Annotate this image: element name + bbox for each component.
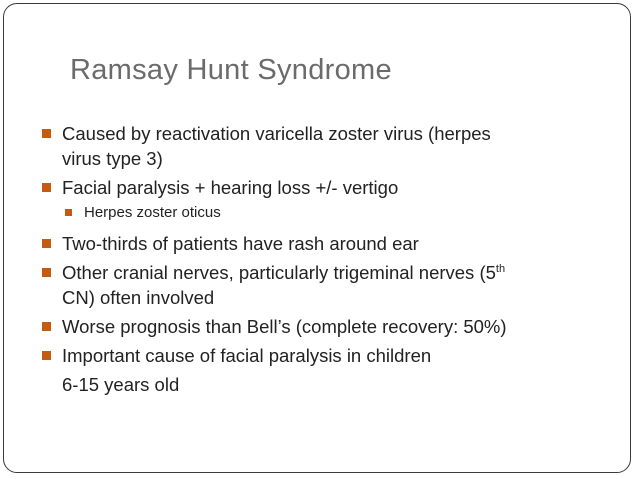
bullet-item: Caused by reactivation varicella zoster virus (herpes virus type 3) (40, 121, 610, 171)
bullet-marker (42, 268, 51, 277)
bullet-marker (42, 351, 51, 360)
bullet-marker (42, 322, 51, 331)
bullet-list (40, 121, 610, 397)
bullet-marker (42, 129, 51, 138)
bullet-item: Worse prognosis than Bell’s (complete recovery: 50%) (40, 314, 610, 339)
bullet-marker (65, 209, 72, 216)
bullet-marker (42, 239, 51, 248)
sub-bullet-item: Herpes zoster oticus (40, 203, 610, 223)
bullet-item: Two-thirds of patients have rash around ear (40, 231, 610, 256)
bullet-marker (42, 183, 51, 192)
bullet-item: Important cause of facial paralysis in children (40, 343, 610, 368)
bullet-item: Other cranial nerves, particularly trigeminal nerves (5th CN) often involved (40, 260, 610, 310)
slide-title: Ramsay Hunt Syndrome (70, 54, 392, 86)
continuation-text: 6-15 years old (62, 374, 180, 395)
bullet-item: Facial paralysis + hearing loss +/- vertigo (40, 175, 610, 200)
